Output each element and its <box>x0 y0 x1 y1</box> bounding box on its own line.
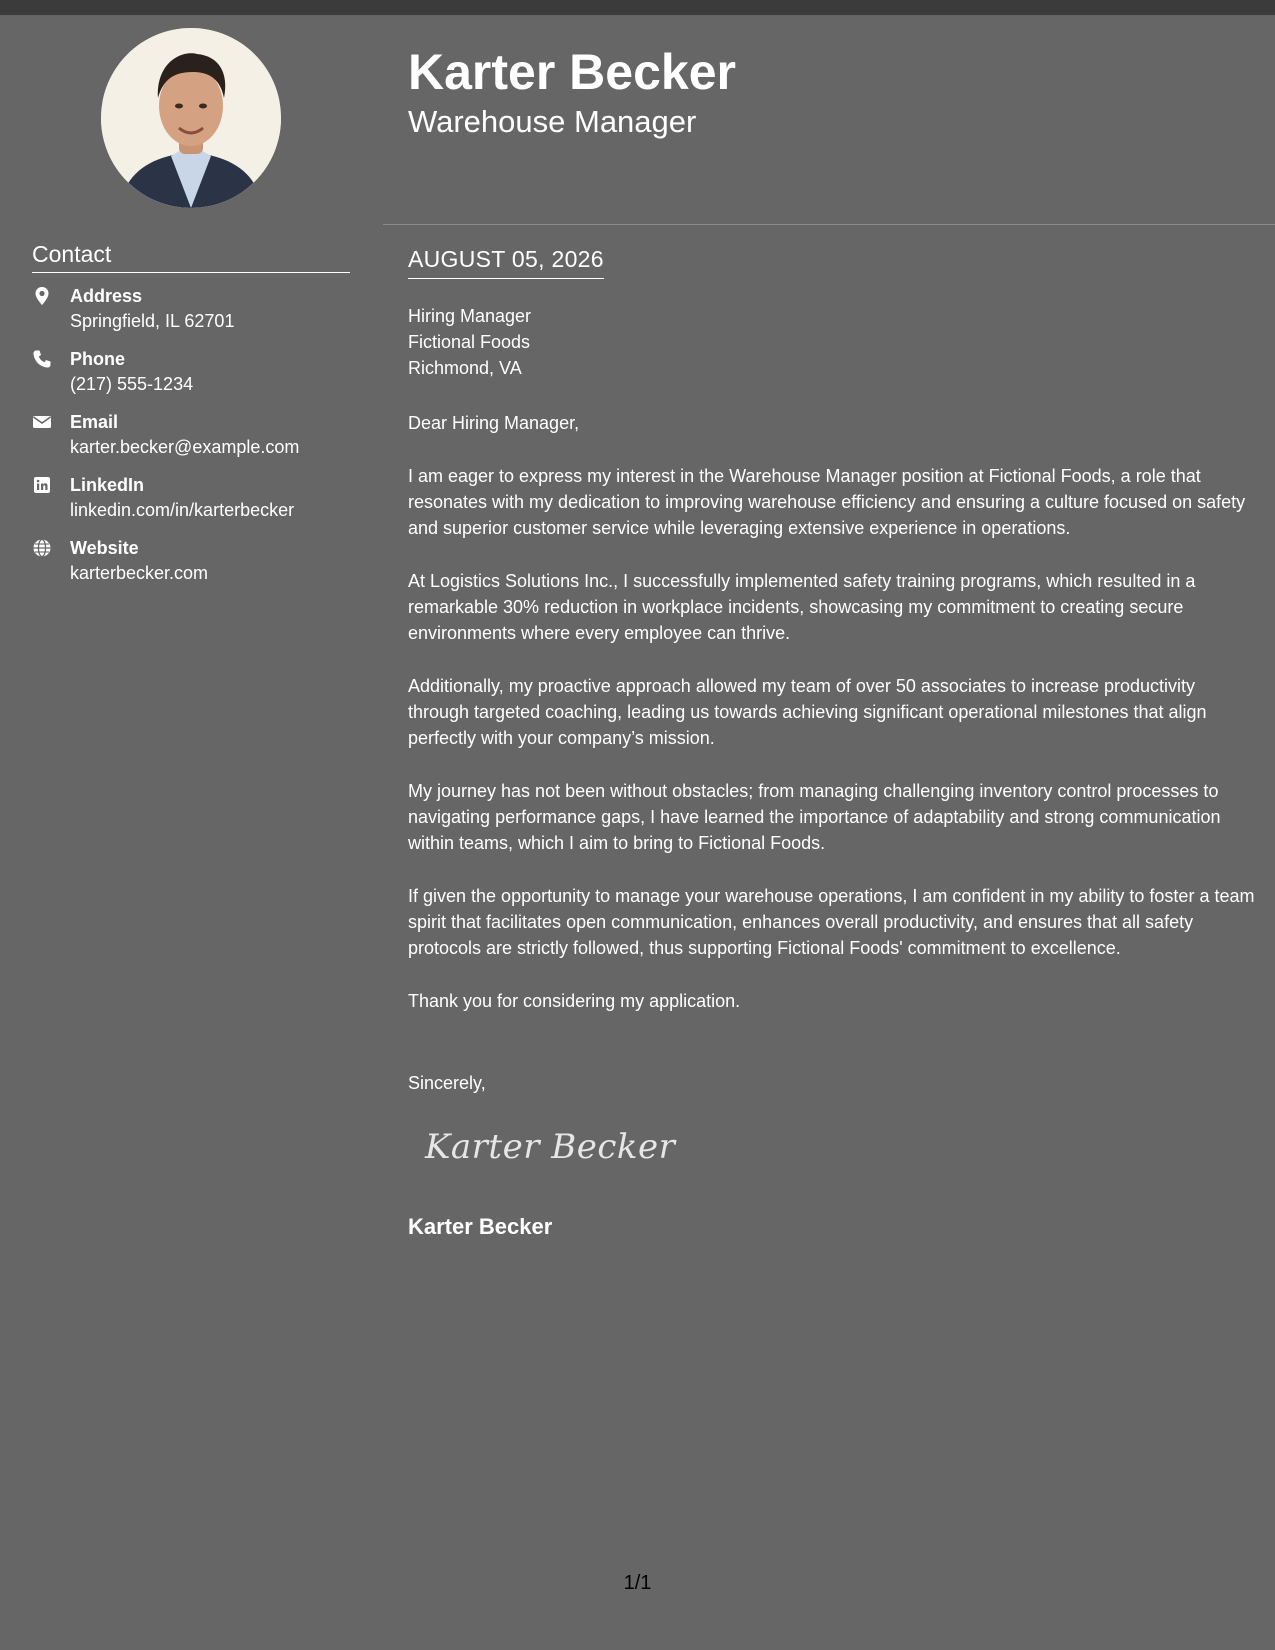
body-paragraph: Additionally, my proactive approach allowed my team of over 50 associates to increase productivity through targeted coaching, leading us towards achieving significant operational milestones that align perfectly with your company’s mission. <box>408 676 1207 748</box>
signer-name: Karter Becker <box>408 1214 553 1239</box>
contact-item-address <box>32 284 352 347</box>
contact-label: Website <box>70 538 139 558</box>
header-divider <box>383 224 1275 225</box>
recipient-block <box>408 303 531 381</box>
phone-icon <box>32 349 52 369</box>
contact-value: karter.becker@example.com <box>70 437 300 457</box>
contact-item-phone <box>32 347 352 410</box>
recipient-line: Fictional Foods <box>408 332 531 352</box>
contact-value: linkedin.com/in/karterbecker <box>70 500 295 520</box>
body-paragraph: My journey has not been without obstacles; from managing challenging inventory control processes to navigating performance gaps, I have learned the importance of adaptability and strong communication within teams, which I aim to bring to Fictional Foods. <box>408 781 1221 853</box>
contact-value: Springfield, IL 62701 <box>70 311 235 331</box>
contact-item-email <box>32 410 352 473</box>
body-paragraph: If given the opportunity to manage your warehouse operations, I am confident in my ability to foster a team spirit that facilitates open communication, enhances overall productivity, and ensures that all safety protocols are strictly followed, thus supporting Fictional Foods' commitment to excellence. <box>408 886 1255 958</box>
letter-date: AUGUST 05, 2026 <box>408 244 604 279</box>
candidate-name: Karter Becker <box>408 44 736 100</box>
letter-body <box>408 410 1258 1041</box>
page-number: 1/1 <box>623 1572 652 1594</box>
location-pin-icon <box>32 286 52 306</box>
salutation: Dear Hiring Manager, <box>408 413 580 433</box>
thanks-line: Thank you for considering my application. <box>408 991 741 1011</box>
globe-icon <box>32 538 52 558</box>
contact-item-linkedin <box>32 473 352 536</box>
contact-value: (217) 555-1234 <box>70 374 194 394</box>
handwritten-signature: Karter Becker <box>425 1127 676 1167</box>
contact-label: LinkedIn <box>70 475 145 495</box>
job-title: Warehouse Manager <box>408 104 697 139</box>
contact-heading: Contact <box>32 240 350 273</box>
contact-list <box>32 284 352 599</box>
closing: Sincerely, <box>408 1073 486 1093</box>
recipient-line: Hiring Manager <box>408 306 532 326</box>
body-paragraph: At Logistics Solutions Inc., I successfully implemented safety training programs, which resulted in a remarkable 30% reduction in workplace incidents, showcasing my commitment to creating secure environments where every employee can thrive. <box>408 571 1196 643</box>
linkedin-icon <box>32 475 52 495</box>
envelope-icon <box>32 412 52 432</box>
body-paragraph: I am eager to express my interest in the Warehouse Manager position at Fictional Foods, a role that resonates with my dedication to improving warehouse efficiency and ensuring a culture focused on safety and superior customer service while leveraging extensive experience in operations. <box>408 466 1246 538</box>
avatar <box>101 28 281 208</box>
contact-label: Phone <box>70 349 126 369</box>
recipient-line: Richmond, VA <box>408 358 522 378</box>
contact-label: Email <box>70 412 119 432</box>
contact-label: Address <box>70 286 143 306</box>
contact-item-website <box>32 536 352 599</box>
contact-value: karterbecker.com <box>70 563 209 583</box>
top-bar <box>0 0 1275 15</box>
